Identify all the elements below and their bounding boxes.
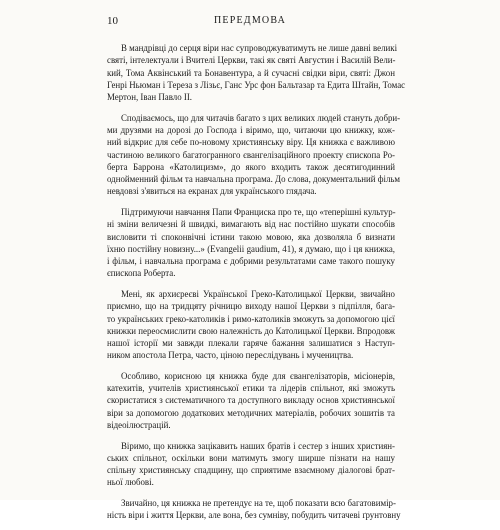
text-line: книжки переосмислити свою належність до Католицької Церкви. Впродовж bbox=[107, 325, 395, 336]
text-line: Мертон, Іван Павло ІІ. bbox=[107, 92, 192, 103]
paragraph bbox=[107, 206, 395, 280]
text-line: віри за допомогою додаткових методичних матеріалів, робочих зошитів та bbox=[107, 407, 395, 418]
paragraph bbox=[107, 42, 406, 103]
running-head: ПЕРЕДМОВА bbox=[214, 15, 286, 26]
text-line: то українських греко-католиків і римо-католиків зможуть за допомогою цієї bbox=[107, 313, 395, 324]
paragraph bbox=[107, 497, 401, 522]
paragraph bbox=[107, 112, 401, 198]
text-line: приємно, що на тридцяту річницю виходу нашої Церкви з підпілля, бага- bbox=[107, 301, 395, 312]
text-line: Віримо, що книжка зацікавить наших братів і сестер з інших християн- bbox=[121, 440, 395, 451]
text-line: берта Баррона «Католицизм», до якого входить також десятигодинний bbox=[107, 161, 395, 172]
text-line: відеоілюстрацій. bbox=[107, 420, 171, 431]
text-line: Особливо, корисною ця книжка буде для євангелізаторів, місіонерів, bbox=[121, 370, 395, 381]
text-line: єпископа Роберта. bbox=[107, 268, 176, 279]
text-line: В мандрівці до серця віри нас супроводжуватимуть не лише давні великі bbox=[121, 43, 398, 53]
text-line: частиною великого багатогранного євангелізаційного проекту єпископа Ро- bbox=[107, 149, 395, 160]
text-line: ми друзями на дорозі до Господа і віримо, що, читаючи цю книжку, кож- bbox=[107, 124, 395, 135]
body-text bbox=[107, 42, 406, 530]
paragraph bbox=[107, 288, 395, 362]
text-line: катехитів, учителів християнської етики та лідерів спільнот, які зможуть bbox=[107, 383, 395, 394]
text-line: ньої любові. bbox=[107, 477, 154, 488]
text-line: скористатися з систематичного та доступного викладу основ християнської bbox=[107, 395, 395, 406]
page-number: 10 bbox=[107, 15, 118, 27]
text-line: ний відкриє для себе по-новому християнську віру. Ця книжка є важливою bbox=[107, 137, 395, 148]
text-line: ні зміни величезні й швидкі, вимагають від нас постійно шукати способів bbox=[107, 219, 395, 230]
text-line: ником апостола Петра, часто, ціною переслідувань і мучеництва. bbox=[107, 350, 354, 361]
paragraph bbox=[107, 370, 395, 431]
paragraph bbox=[107, 440, 395, 489]
text-line: їхню постійну новизну...» (Evangelii gaudium, 41), я думаю, що і ця книжка, bbox=[107, 243, 395, 254]
text-line: ських спільнот, оскільки вони матимуть змогу ширше пізнати на нашу bbox=[107, 452, 395, 463]
text-line: Сподіваємось, що для читачів багато з цих великих людей стануть добри- bbox=[121, 112, 401, 123]
text-line: кий, Тома Аквінський та Бонавентура, а й сучасні свідки віри, святі: Джон bbox=[107, 67, 395, 78]
text-line: Підтримуючи навчання Папи Франциска про те, що «теперішні культур- bbox=[121, 206, 396, 217]
text-line: ність віри і життя Церкви, але вона, без сумніву, побудить читачеві ґрунтовну bbox=[107, 510, 401, 521]
text-line: Звичайно, ця книжка не претендує на те, щоб показати всю багатовимір- bbox=[121, 497, 396, 508]
text-line: Мені, як архиєреєві Української Греко-Католицької Церкви, звичайно bbox=[121, 288, 395, 299]
text-line: святі, інтелектуали і Вчителі Церкви, такі як святі Августин і Василій Вели- bbox=[107, 55, 396, 66]
text-line: нашої історії ми завжди плекали гаряче бажання залишатися з Наступ- bbox=[107, 338, 395, 349]
text-line: невдовзі з'явиться на екранах для українського глядача. bbox=[107, 186, 317, 197]
text-line: однойменний фільм та навчальна програма. До слова, документальний фільм bbox=[107, 174, 401, 185]
text-line: висловити ті споконвічні істини такою мовою, яка дозволяла б визнати bbox=[107, 231, 395, 242]
text-line: Генрі Ньюман і Тереза з Лізьє, Ганс Урс фон Бальтазар та Едита Штайн, Томас bbox=[107, 79, 406, 90]
text-line: і фільм, і навчальна програма є добрими результатами саме такого пошуку bbox=[107, 256, 395, 267]
text-line: спільну християнську спадщину, що сприятиме взаємному діалогові брат- bbox=[107, 465, 395, 476]
